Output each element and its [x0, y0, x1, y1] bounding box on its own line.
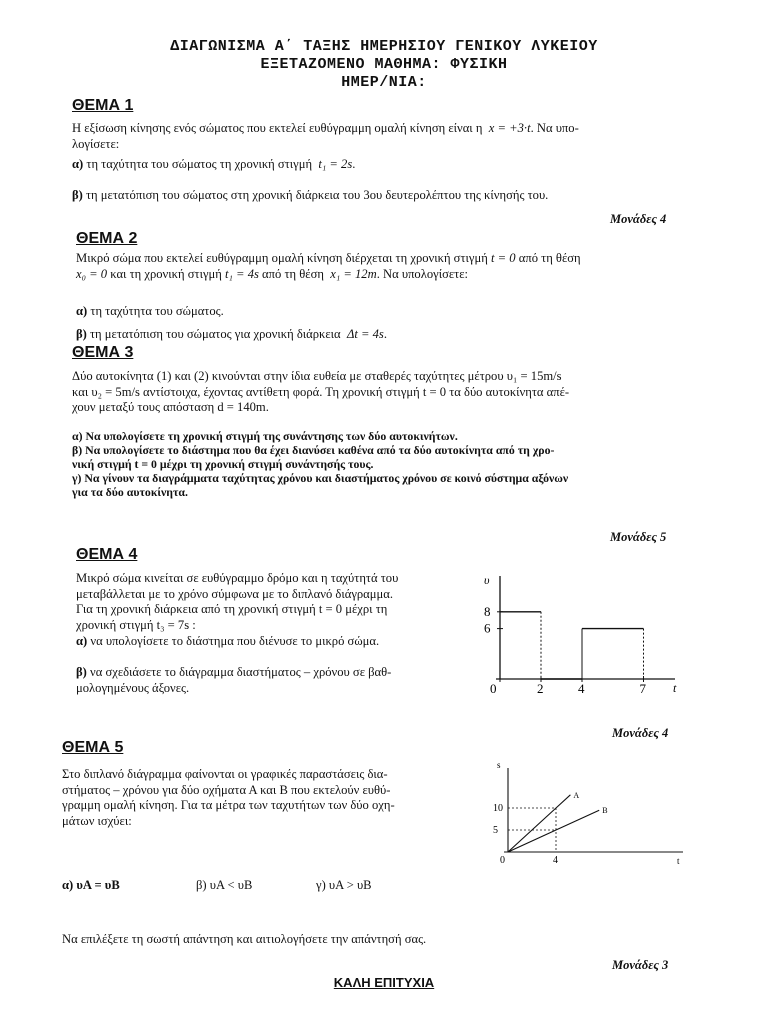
- series-label-A: A: [573, 790, 580, 800]
- theme5-intro: Στο διπλανό διάγραμμα φαίνονται οι γραφικές παραστάσεις δια- στήματος – χρόνου για δύο οχήματα Α και Β που εκτελούν ευθύ- γραμμη ομαλή κίνηση. Για τα μέτρα των ταχυτήτων των δύο οχη- μάτων ισχύει:: [62, 767, 395, 828]
- theme2-question-b: β) τη μετατόπιση του σώματος για χρονική διάρκεια Δt = 4s.: [76, 327, 387, 341]
- theme5-title: ΘΕΜΑ 5: [62, 739, 124, 756]
- theme3-marks: Μονάδες 5: [610, 530, 667, 544]
- theme1-question-a: α) τη ταχύτητα του σώματος τη χρονική στιγμή t₁ = 2s.: [72, 157, 356, 171]
- x-tick-label: 4: [553, 855, 558, 865]
- theme4-title: ΘΕΜΑ 4: [76, 546, 138, 563]
- exam-date: ΗΜΕΡ/ΝΙΑ:: [341, 74, 427, 91]
- theme3-questions: α) Να υπολογίσετε τη χρονική στιγμή της συνάντησης των δύο αυτοκινήτων. β) Να υπολογίσετε το διάστημα που θα έχει διανύσει καθένα από τα δύο αυτοκίνητα από τη χρο- νική στιγμή t = 0 μέχρι τη χρονική στιγμή συνάντησής τους. γ) Να γίνουν τα διαγράμματα ταχύτητας χρόνου και διαστήματος χρόνου σε κοινό σύστημα αξόνων για τα δύο αυτοκίνητα.: [72, 429, 569, 499]
- theme3-intro: Δύο αυτοκίνητα (1) και (2) κινούνται στην ίδια ευθεία με σταθερές ταχύτητες μέτρου υ₁ = 15m/s και υ₂ = 5m/s αντίστοιχα, έχοντας αντίθετη φορά. Τη χρονική στιγμή t = 0 τα δύο αυτοκίνητα απέ- χουν μεταξύ τους απόσταση d = 140m.: [72, 369, 570, 414]
- exam-subject: ΕΞΕΤΑΖΟΜΕΝΟ ΜΑΘΗΜΑ: ΦΥΣΙΚΗ: [260, 56, 508, 73]
- theme5-instruction: Να επιλέξετε τη σωστή απάντηση και αιτιολογήσετε την απάντησή σας.: [62, 932, 427, 946]
- x-tick-label: 2: [537, 681, 544, 696]
- theme1-intro: Η εξίσωση κίνησης ενός σώματος που εκτελεί ευθύγραμμη ομαλή κίνηση είναι η x = +3·t. Να υπο- λογίσετε:: [72, 121, 579, 151]
- theme2-question-a: α) τη ταχύτητα του σώματος.: [76, 304, 224, 318]
- position-time-chart: [485, 760, 695, 865]
- y-tick-label: 10: [493, 803, 503, 814]
- x-axis-label: t: [673, 681, 677, 695]
- theme1-question-b: β) τη μετατόπιση του σώματος στη χρονική διάρκεια του 3ου δευτερολέπτου της κίνησής του.: [72, 188, 549, 202]
- theme2-title: ΘΕΜΑ 2: [76, 230, 138, 247]
- exam-title: ΔΙΑΓΩΝΙΣΜΑ Α΄ ΤΑΞΗΣ ΗΜΕΡΗΣΙΟΥ ΓΕΝΙΚΟΥ ΛΥΚΕΙΟΥ: [170, 38, 598, 55]
- series-line-A: [508, 795, 570, 852]
- series-label-B: B: [602, 806, 608, 816]
- x-tick-label: 0: [490, 681, 497, 696]
- theme3-title: ΘΕΜΑ 3: [72, 344, 134, 361]
- theme2-intro: Μικρό σώμα που εκτελεί ευθύγραμμη ομαλή κίνηση διέρχεται τη χρονική στιγμή t = 0 από τη θέση x₀ = 0 και τη χρονική στιγμή t₁ = 4s από τη θέση x₁ = 12m. Να υπολογίσετε:: [76, 251, 581, 281]
- x-tick-label: 7: [639, 681, 646, 696]
- y-tick-label: 5: [493, 825, 498, 836]
- good-luck-footer: ΚΑΛΗ ΕΠΙΤΥΧΙΑ: [333, 975, 435, 990]
- theme5-option-c: γ) υA > υB: [316, 878, 372, 892]
- theme5-option-a: α) υA = υB: [62, 878, 120, 892]
- theme4-questions: α) να υπολογίσετε το διάστημα που διένυσε το μικρό σώμα. β) να σχεδιάσετε το διάγραμμα διαστήματος – χρόνου σε βαθ- μολογημένους άξονες.: [76, 634, 392, 695]
- theme4-marks: Μονάδες 4: [612, 726, 669, 740]
- y-tick-label: 6: [484, 620, 491, 636]
- theme5-option-b: β) υA < υB: [196, 878, 253, 892]
- x-axis-label: t: [677, 856, 680, 865]
- theme4-intro: Μικρό σώμα κινείται σε ευθύγραμμο δρόμο και η ταχύτητά του μεταβάλλεται με το χρόνο σύμφωνα με το διπλανό διάγραμμα. Για τη χρονική διάρκεια από τη χρονική στιγμή t = 0 μέχρι τη χρονική στιγμή t₃ = 7s :: [76, 571, 399, 632]
- theme1-marks: Μονάδες 4: [610, 212, 667, 226]
- velocity-time-chart: [470, 570, 690, 700]
- y-axis-label: s: [497, 760, 501, 770]
- y-axis-label: υ: [484, 573, 490, 587]
- series-line-B: [508, 810, 599, 852]
- x-tick-label: 0: [500, 855, 505, 865]
- theme5-marks: Μονάδες 3: [612, 958, 669, 972]
- theme1-title: ΘΕΜΑ 1: [72, 97, 134, 114]
- y-tick-label: 8: [484, 603, 491, 619]
- x-tick-label: 4: [578, 681, 585, 696]
